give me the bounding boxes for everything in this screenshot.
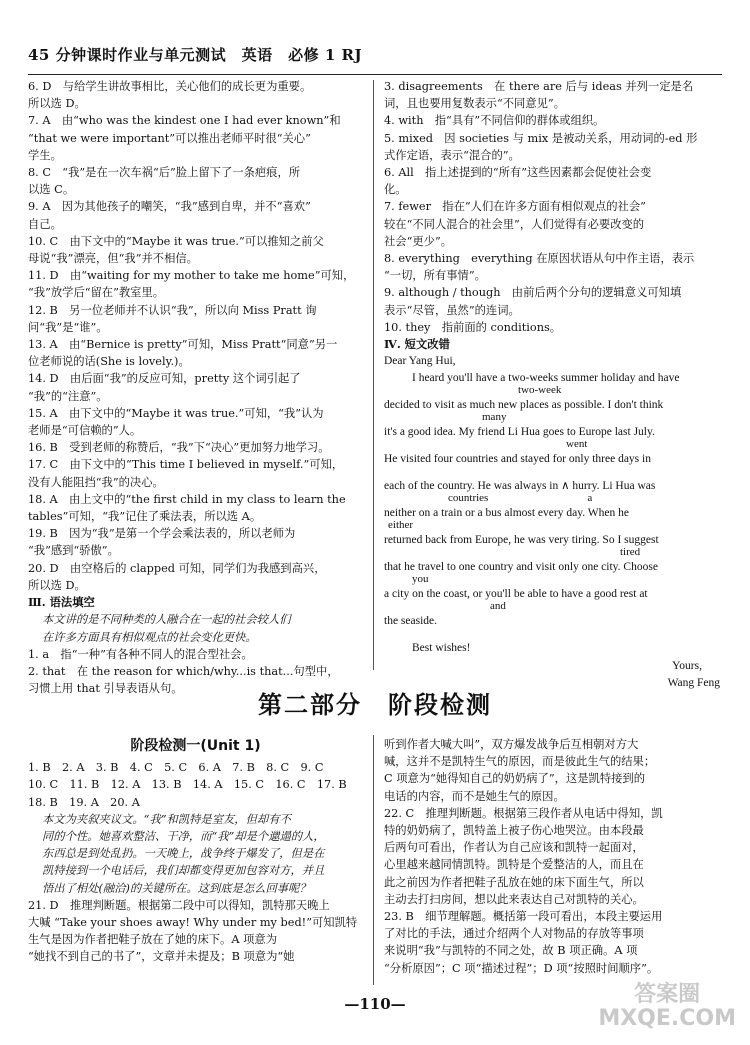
text-line: 社会“更少”。 [384, 234, 453, 248]
text-line: 19. B 因为“我”是第一个学会乘法表的，所以老师为 [28, 527, 296, 541]
text-line: 生气是因为作者把鞋子放在了她的床下。A 项意为 [28, 933, 277, 947]
text-line: 6. All 指上述提到的“所有”这些因素都会促使社会变 [384, 166, 652, 180]
text-line: 较在“不同人混合的社会里”，人们觉得有必要改变的 [384, 217, 645, 231]
right-column-bottom [384, 736, 722, 977]
text-line: 东西总是到处乱扔。一天晚上，战争终于爆发了，但是在 [42, 847, 325, 861]
page-header: 45 分钟课时作业与单元测试 英语 必修 1 RJ [28, 46, 363, 64]
correction-text: either [388, 519, 414, 532]
text-line: 21. D 推理判断题。根据第二段中可以得知，凯特那天晚上 [28, 898, 330, 912]
text-line: 4. with 指“具有”不同信仰的群体或组织。 [384, 114, 605, 128]
text-line: 本文讲的是不同种类的人融合在一起的社会较人们 [42, 613, 291, 627]
letter-line [384, 559, 722, 586]
text-line: 8. C “我”是在一次车祸“后”脸上留下了一条疤痕，所 [28, 166, 301, 180]
text-line: 位老师说的话(She is lovely.)。 [28, 355, 190, 369]
text-line: 10. they 指前面的 conditions。 [384, 320, 562, 334]
column-divider-bottom [373, 735, 374, 985]
text-line: 11. D 由“waiting for my mother to take me home”可知， [28, 269, 355, 283]
text-line: 10. C 11. B 12. A 13. B 14. A 15. C 16. C 17. B [28, 778, 347, 792]
letter-line [384, 478, 722, 505]
column-divider [373, 80, 374, 670]
letter-line [384, 397, 722, 424]
text-line: “我”感到“骄傲”。 [28, 544, 119, 558]
letter-line-text: it's a good idea. My friend Li Hua goes to Europe last July. [384, 426, 655, 439]
text-line: 此之前因为作者把鞋子乱放在她的床下面生气，所以 [384, 875, 644, 889]
page-number: —110— [344, 995, 406, 1013]
text-line: 自己。 [28, 217, 62, 231]
text-line: 问“我”是“谁”。 [28, 320, 108, 334]
grammar-heading: Ⅲ. 语法填空 [28, 595, 95, 610]
text-line: 电话的内容，而不是她生气的原因。 [384, 789, 565, 803]
text-line: 听到作者大喊大叫”，双方爆发战争后互相朝对方大 [384, 738, 639, 751]
letter-line-text: neither on a train or a bus almost every day. When he [384, 507, 629, 520]
explanations [28, 897, 363, 966]
text-line: 16. B 受到老师的称赞后，“我”下“决心”更加努力地学习。 [28, 441, 330, 455]
text-line: 表示“尽管，虽然”的连词。 [384, 303, 520, 317]
letter-line-text: the seaside. [384, 615, 438, 628]
text-line: 主动去打扫房间，想以此来表达自己对凯特的关心。 [384, 892, 644, 906]
text-line: 7. fewer 指在“人们在许多方面有相似观点的社会” [384, 200, 646, 214]
error-heading: Ⅳ. 短文改错 [384, 337, 450, 352]
text-line: 17. C 由下文中的“This time I believed in myself.”可知， [28, 458, 344, 472]
text-line: 22. C 推理判断题。根据第三段作者从电话中得知，凯 [384, 806, 663, 820]
text-line: 2. that 在 the reason for which/why...is that...句型中， [28, 664, 339, 678]
letter-closing: Best wishes! [412, 642, 471, 655]
text-line: tables”可知，“我”记住了乘法表，所以选 A。 [28, 510, 262, 524]
grammar-answers-cont [384, 78, 722, 336]
left-column-bottom [28, 738, 363, 966]
text-line: 18. A 由上文中的“the first child in my class to learn the [28, 492, 346, 506]
passage-summary [28, 811, 363, 897]
letter-line [384, 532, 722, 559]
letter-signoff: Yours, [672, 659, 702, 672]
text-line: 10. C 由下文中的“Maybe it was true.”可以推知之前父 [28, 234, 324, 248]
letter-name: Wang Feng [667, 676, 720, 689]
text-line: 化。 [384, 183, 407, 197]
text-line: 13. A 由“Bernice is pretty”可知，Miss Pratt“同意”另一 [28, 338, 338, 352]
explanations-cont [384, 736, 722, 977]
text-line: 12. B 另一位老师并不认识“我”，所以向 Miss Pratt 询 [28, 303, 317, 317]
text-line: “我”的“注意”。 [28, 389, 108, 403]
text-line: 后两句可看出，作者认为自己应该和凯特一起面对， [384, 841, 644, 855]
text-line: “她找不到自己的书了”，文章并未提及；B 项意为“她 [28, 950, 295, 964]
text-line: 学生。 [28, 148, 62, 162]
letter-line [384, 586, 722, 613]
text-line: 本文为夹叙夹议文。“我”和凯特是室友，但却有不 [42, 812, 291, 826]
text-line: “that we were important”可以推出老师平时很“关心” [28, 131, 311, 145]
letter-line [384, 451, 722, 478]
text-line: 23. B 细节理解题。概括第一段可看出，本段主要运用 [384, 910, 663, 924]
text-line: 9. although / though 由前后两个分句的逻辑意义可知填 [384, 286, 682, 300]
text-line: 6. D 与给学生讲故事相比，关心他们的成长更为重要。 [28, 80, 312, 93]
letter-line-text: a city on the coast, or you'll be able to have a good rest at [384, 588, 648, 601]
watermark-logo: 答案圈 MXQE.COM [598, 982, 736, 1031]
correction-text: tired [620, 546, 641, 559]
text-line: 特的奶奶病了，凯特盖上被子伤心地哭泣。由本段最 [384, 824, 644, 838]
correction-text: you [412, 573, 429, 586]
correction-text: many [482, 411, 507, 424]
text-line: 18. B 19. A 20. A [28, 795, 140, 809]
correction-text: countries a [448, 492, 593, 505]
text-line: 了对比的手法，通过介绍两个人对物品的存放等事项 [384, 927, 644, 941]
header-rule [28, 74, 722, 75]
text-line: 来说明“我”与凯特的不同之处，故 B 项正确。A 项 [384, 944, 638, 958]
text-line: 母说“我”漂亮，但“我”并不相信。 [28, 252, 198, 266]
text-line: 没有人能阻挡“我”的决心。 [28, 475, 164, 489]
text-line: 在许多方面具有相似观点的社会变化更快。 [42, 630, 257, 644]
letter-line-text: decided to visit as much new places as possible. I don't think [384, 399, 664, 412]
text-line: 1. a 指“一种”有各种不同人的混合型社会。 [28, 647, 253, 661]
letter-line [384, 505, 722, 532]
left-column-top [28, 78, 363, 697]
text-line: 凯特接到一个电话后，我们却都变得更加包容对方，并且 [42, 864, 325, 878]
text-line: 9. A 因为其他孩子的嘲笑，“我”感到自卑，并不“喜欢” [28, 200, 311, 214]
grammar-intro [28, 611, 363, 645]
text-line: 老师是“可信赖的”人。 [28, 424, 142, 438]
text-line: 悟出了相处(融洽)的关键所在。这到底是怎么回事呢？ [42, 881, 311, 895]
letter-line [384, 424, 722, 451]
text-line: 所以选 D。 [28, 578, 86, 592]
correction-text: and [490, 600, 506, 613]
letter-line-text: He visited four countries and stayed for only three days in [384, 453, 651, 466]
text-line: 习惯上用 that 引导表语从句。 [28, 682, 183, 696]
letter-line-text: each of the country. He was always in ∧ hurry. Li Hua was [384, 480, 656, 493]
text-line: “分析原因”；C 项“描述过程”；D 项“按照时间顺序”。 [384, 961, 659, 975]
correction-text: two-week [518, 384, 562, 397]
text-line: 所以选 D。 [28, 97, 86, 111]
text-line: 15. A 由下文中的“Maybe it was true.”可知，“我”认为 [28, 406, 324, 420]
text-line: 词，且也要用复数表示“不同意见”。 [384, 97, 566, 111]
letter-salutation: Dear Yang Hui, [384, 355, 456, 368]
answer-key [28, 759, 363, 811]
letter-line-text: returned back from Europe, he was very tiring. So I suggest [384, 534, 659, 547]
text-line: 20. D 由空格后的 clapped 可知，同学们为我感到高兴， [28, 561, 326, 575]
letter [384, 353, 722, 692]
text-line: 7. A 由“who was the kindest one I had ever known”和 [28, 114, 341, 128]
letter-line-text: that he travel to one country and visit only one city. Choose [384, 561, 658, 574]
letter-body [384, 370, 722, 640]
text-line: 大喊 “Take your shoes away! Why under my bed!”可知凯特 [28, 916, 358, 930]
text-line: 14. D 由后面“我”的反应可知，pretty 这个词引起了 [28, 372, 301, 386]
text-line: “一切，所有事情”。 [384, 269, 486, 283]
correction-text: went [566, 438, 588, 451]
answer-list [28, 78, 363, 594]
part-title: 第二部分 阶段检测 [258, 691, 492, 719]
text-line: 心里越来越同情凯特。凯特是个爱整洁的人，而且在 [384, 858, 644, 872]
letter-line [384, 370, 722, 397]
text-line: 5. mixed 因 societies 与 mix 是被动关系，用动词的-ed 形 [384, 131, 698, 145]
text-line: 以选 C。 [28, 183, 75, 197]
text-line: 8. everything everything 在原因状语从句中作主语，表示 [384, 252, 695, 266]
text-line: 喊，这并不是凯特生气的原因，而是彼此生气的结果； [384, 755, 656, 769]
text-line: “我”放学后“留在”教室里。 [28, 286, 165, 300]
letter-line [384, 613, 722, 640]
text-line: 3. disagreements 在 there are 后与 ideas 并列一定是名 [384, 80, 694, 93]
text-line: 同的个性。她喜欢整洁、干净，而“我”却是个邋遢的人， [42, 830, 325, 844]
text-line: 式作定语，表示“混合的”。 [384, 148, 520, 162]
section-title: 阶段检测一(Unit 1) [130, 738, 261, 754]
text-line: C 项意为“她得知自己的奶奶病了”，这是凯特接到的 [384, 772, 646, 786]
right-column-top [384, 78, 722, 692]
text-line: 1. B 2. A 3. B 4. C 5. C 6. A 7. B 8. C 9. C [28, 761, 324, 775]
letter-line-text: I heard you'll have a two-weeks summer holiday and have [412, 372, 680, 385]
